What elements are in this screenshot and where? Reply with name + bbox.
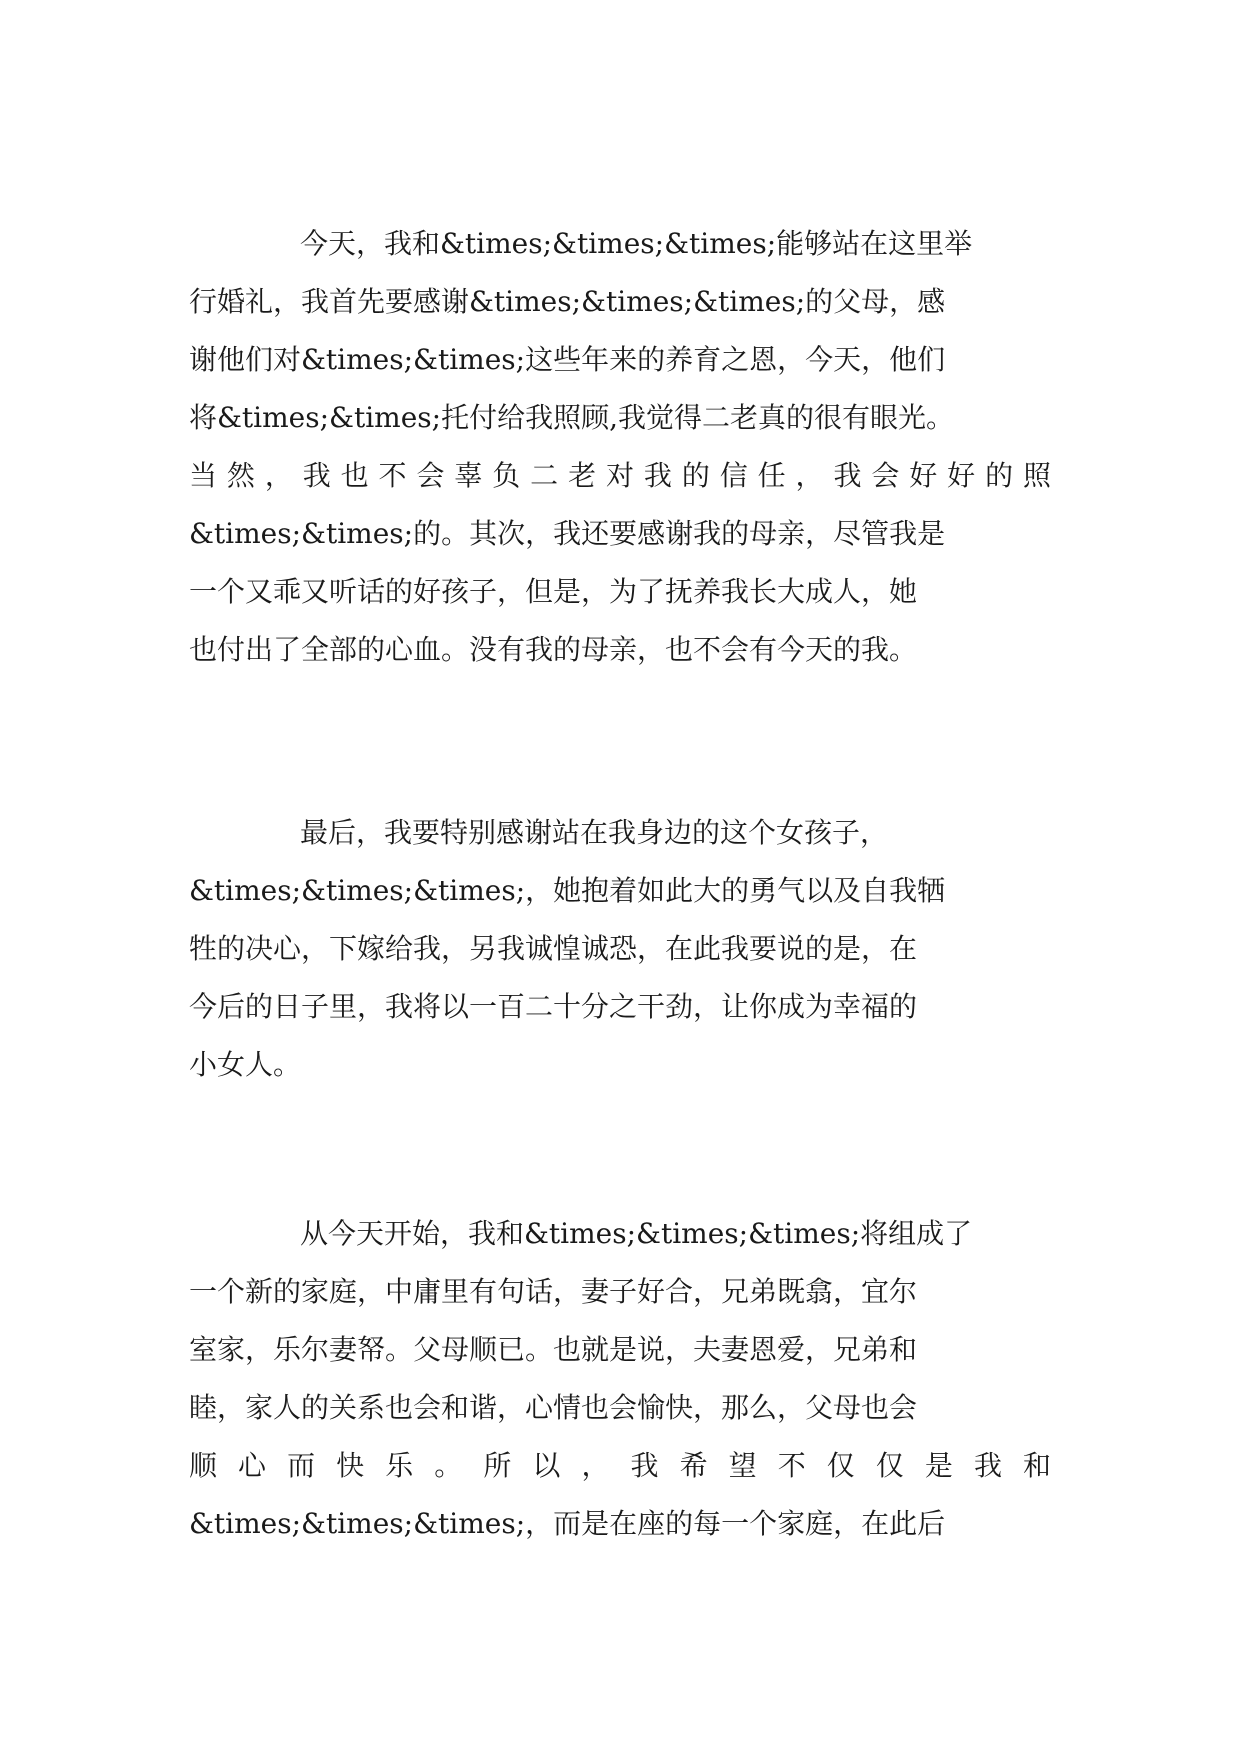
text-line: 小女人。 <box>189 1048 302 1081</box>
text-line: 睦，家人的关系也会和谐，心情也会愉快，那么，父母也会 <box>189 1391 918 1424</box>
text-line: 也付出了全部的心血。没有我的母亲，也不会有今天的我。 <box>189 633 918 666</box>
text-line: 今天，我和&times;&times;&times;能够站在这里举 <box>300 227 973 260</box>
text-line: 从今天开始，我和&times;&times;&times;将组成了 <box>300 1217 973 1250</box>
text-line: 将&times;&times;托付给我照顾,我觉得二老真的很有眼光。 <box>189 401 955 434</box>
text-line: 行婚礼，我首先要感谢&times;&times;&times;的父母，感 <box>189 285 946 318</box>
text-line: &times;&times;&times;，而是在座的每一个家庭，在此后 <box>189 1507 946 1540</box>
text-line: 今后的日子里，我将以一百二十分之干劲，让你成为幸福的 <box>189 990 918 1023</box>
text-line: 一个又乖又听话的好孩子，但是，为了抚养我长大成人，她 <box>189 575 918 608</box>
paragraph-thanks-bride <box>189 804 1051 1094</box>
text-line: 当 然 ， 我 也 不 会 辜 负 二 老 对 我 的 信 任 ， 我 会 好 好 的 照 <box>189 459 1051 492</box>
text-line: 一个新的家庭，中庸里有句话，妻子好合，兄弟既翕，宜尔 <box>189 1275 918 1308</box>
paragraph-new-family <box>189 1205 1051 1553</box>
text-line: 顺 心 而 快 乐 。 所 以 ， 我 希 望 不 仅 仅 是 我 和 <box>189 1449 1051 1482</box>
paragraph-thanks-parents <box>189 215 1051 679</box>
text-line: &times;&times;&times;，她抱着如此大的勇气以及自我牺 <box>189 874 946 907</box>
text-line: &times;&times;的。其次，我还要感谢我的母亲，尽管我是 <box>189 517 946 550</box>
text-line: 最后，我要特别感谢站在我身边的这个女孩子， <box>300 816 889 849</box>
text-line: 室家，乐尔妻帑。父母顺已。也就是说，夫妻恩爱，兄弟和 <box>189 1333 918 1366</box>
text-line: 谢他们对&times;&times;这些年来的养育之恩，今天，他们 <box>189 343 946 376</box>
text-line: 牲的决心，下嫁给我，另我诚惶诚恐，在此我要说的是，在 <box>189 932 918 965</box>
